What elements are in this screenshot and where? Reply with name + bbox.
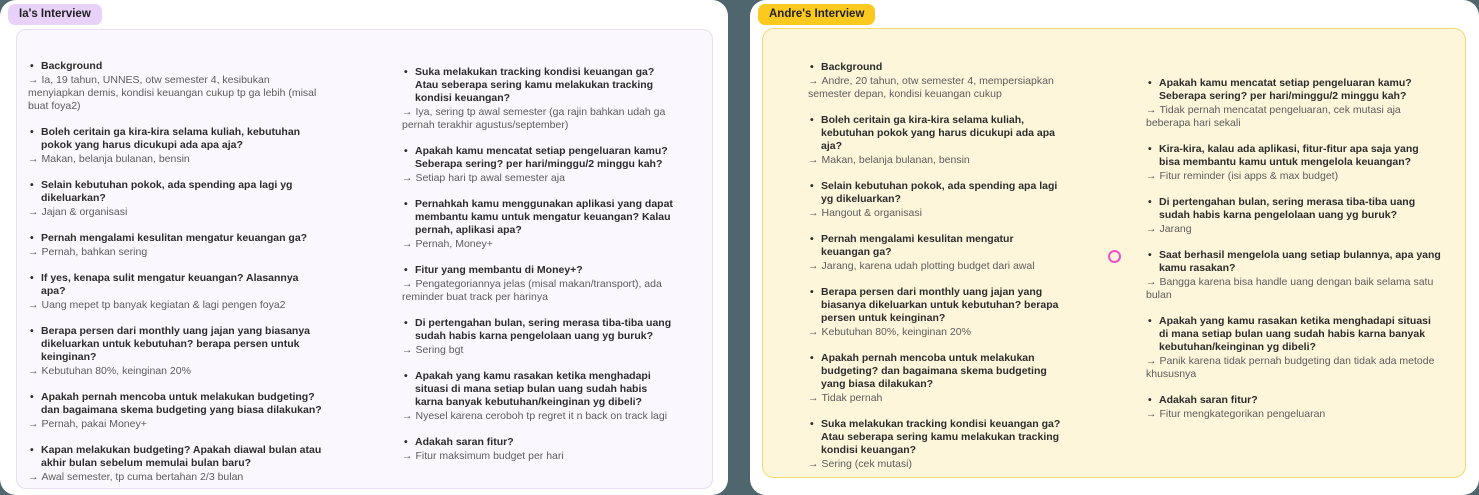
question-text: • Background (810, 61, 883, 73)
answer-text: → Jajan & organisasi (28, 206, 128, 218)
bullet-icon: • (810, 61, 814, 73)
arrow-icon: → (808, 207, 819, 219)
arrow-icon: → (1146, 104, 1157, 116)
question-text: • Kapan melakukan budgeting? Apakah diawal bulan atau akhir bulan sebelum memulai bulan baru? (30, 444, 322, 469)
answer-text: → Fitur mengkategorikan pengeluaran (1146, 408, 1326, 420)
qa-item (402, 66, 678, 132)
question-text: • Saat berhasil mengelola uang setiap bulannya, apa yang kamu rasakan? (1148, 249, 1441, 274)
qa-item (1146, 196, 1442, 236)
ia-interview-column-2 (402, 66, 678, 488)
arrow-icon: → (28, 153, 39, 165)
answer-text: → Bangga karena bisa handle uang dengan baik selama satu bulan (1146, 276, 1434, 301)
bullet-icon: • (810, 233, 814, 245)
answer-text: → Setiap hari tp awal semester aja (402, 172, 565, 184)
arrow-icon: → (28, 418, 39, 430)
qa-item (808, 114, 1063, 167)
qa-item (808, 233, 1063, 273)
qa-item (28, 444, 324, 484)
answer-text: → Panik karena tidak pernah budgeting dan tidak ada metode khususnya (1146, 355, 1435, 380)
qa-item (1146, 394, 1442, 421)
bullet-icon: • (810, 180, 814, 192)
question-text: • Adakah saran fitur? (404, 436, 514, 448)
arrow-icon: → (28, 74, 39, 86)
qa-item (402, 145, 678, 185)
ia-interview-section[interactable] (0, 0, 728, 495)
answer-text: → Kebutuhan 80%, keinginan 20% (808, 326, 971, 338)
question-text: • Suka melakukan tracking kondisi keuangan ga? Atau seberapa sering kamu melakukan tracking kondisi keuangan? (404, 66, 655, 104)
qa-item (28, 325, 324, 378)
qa-item (402, 198, 678, 251)
question-text: • Apakah pernah mencoba untuk melakukan budgeting? dan bagaimana skema budgeting yang biasa dilakukan? (30, 391, 322, 416)
arrow-icon: → (808, 260, 819, 272)
andre-interview-section-title: Andre's Interview (769, 8, 865, 20)
ia-interview-section-label[interactable] (8, 4, 102, 25)
arrow-icon: → (28, 471, 39, 483)
arrow-icon: → (28, 299, 39, 311)
andre-interview-section-label[interactable] (758, 4, 875, 25)
qa-item (1146, 315, 1442, 381)
bullet-icon: • (1148, 249, 1152, 261)
bullet-icon: • (404, 317, 408, 329)
question-text: • Adakah saran fitur? (1148, 394, 1258, 406)
qa-item (1146, 143, 1442, 183)
answer-text: → Makan, belanja bulanan, bensin (808, 154, 970, 166)
answer-text: → Pernah, bahkan sering (28, 246, 148, 258)
question-text: • Di pertengahan bulan, sering merasa tiba-tiba uang sudah habis karna pengelolaan uang yg buruk? (1148, 196, 1416, 221)
ia-interview-card[interactable] (16, 29, 713, 489)
qa-item (402, 264, 678, 304)
answer-text: → Awal semester, tp cuma bertahan 2/3 bulan (28, 471, 244, 483)
answer-text: → Jarang, karena udah plotting budget dari awal (808, 260, 1035, 272)
qa-item (28, 391, 324, 431)
bullet-icon: • (30, 444, 34, 456)
qa-item (1146, 77, 1442, 130)
question-text: • Di pertengahan bulan, sering merasa tiba-tiba uang sudah habis karna pengelolaan uang yg buruk? (404, 317, 672, 342)
bullet-icon: • (404, 66, 408, 78)
qa-item (808, 286, 1063, 339)
arrow-icon: → (28, 206, 39, 218)
question-text: • Apakah kamu mencatat setiap pengeluaran kamu? Seberapa sering? per hari/minggu/2 minggu kah? (404, 145, 668, 170)
bullet-icon: • (404, 436, 408, 448)
question-text: • Pernahkah kamu menggunakan aplikasi yang dapat membantu kamu untuk mengatur keuangan? Kalau pernah, aplikasi apa? (404, 198, 673, 236)
answer-text: → Iya, sering tp awal semester (ga rajin bahkan udah ga pernah terakhir agustus/september) (402, 106, 666, 131)
bullet-icon: • (404, 370, 408, 382)
question-text: • Suka melakukan tracking kondisi keuangan ga? Atau seberapa sering kamu melakukan tracking kondisi keuangan? (810, 418, 1061, 456)
question-text: • Apakah kamu mencatat setiap pengeluaran kamu? Seberapa sering? per hari/minggu/2 minggu kah? (1148, 77, 1412, 102)
answer-text: → Sering bgt (402, 344, 464, 356)
bullet-icon: • (810, 286, 814, 298)
bullet-icon: • (1148, 315, 1152, 327)
answer-text: → Fitur reminder (isi apps & max budget) (1146, 170, 1339, 182)
qa-item (402, 317, 678, 357)
arrow-icon: → (402, 172, 413, 184)
answer-text: → Makan, belanja bulanan, bensin (28, 153, 190, 165)
arrow-icon: → (402, 278, 413, 290)
bullet-icon: • (1148, 77, 1152, 89)
arrow-icon: → (402, 344, 413, 356)
qa-item (28, 232, 324, 259)
answer-text: → Andre, 20 tahun, otw semester 4, mempersiapkan semester depan, kondisi keuangan cukup (808, 75, 1054, 100)
question-text: • Background (30, 60, 103, 72)
qa-item (808, 352, 1063, 405)
qa-item (808, 418, 1063, 471)
qa-item (1146, 249, 1442, 302)
arrow-icon: → (1146, 355, 1157, 367)
answer-text: → Uang mepet tp banyak kegiatan & lagi pengen foya2 (28, 299, 286, 311)
arrow-icon: → (402, 450, 413, 462)
bullet-icon: • (810, 418, 814, 430)
answer-text: → Nyesel karena ceroboh tp regret it n back on track lagi (402, 410, 668, 422)
answer-text: → Pernah, pakai Money+ (28, 418, 147, 430)
bullet-icon: • (30, 179, 34, 191)
answer-text: → Hangout & organisasi (808, 207, 922, 219)
qa-item (808, 61, 1063, 101)
ia-interview-column-1 (28, 60, 324, 488)
bullet-icon: • (404, 198, 408, 210)
ia-interview-section-title: Ia's Interview (19, 8, 91, 20)
question-text: • Boleh ceritain ga kira-kira selama kuliah, kebutuhan pokok yang harus dicukupi ada apa aja? (810, 114, 1055, 152)
arrow-icon: → (808, 75, 819, 87)
arrow-icon: → (808, 326, 819, 338)
andre-interview-column-2 (1146, 77, 1446, 477)
bullet-icon: • (30, 391, 34, 403)
question-text: • If yes, kenapa sulit mengatur keuangan? Alasannya apa? (30, 272, 299, 297)
question-text: • Selain kebutuhan pokok, ada spending apa lagi yg dikeluarkan? (810, 180, 1058, 205)
question-text: • Fitur yang membantu di Money+? (404, 264, 583, 276)
bullet-icon: • (810, 114, 814, 126)
question-text: • Apakah yang kamu rasakan ketika menghadapi situasi di mana setiap bulan uang sudah habis karna banyak kebutuhan/keinginan yg dibeli? (404, 370, 651, 408)
question-text: • Boleh ceritain ga kira-kira selama kuliah, kebutuhan pokok yang harus dicukupi ada apa aja? (30, 126, 301, 151)
andre-interview-section[interactable] (750, 0, 1479, 495)
bullet-icon: • (1148, 394, 1152, 406)
question-text: • Apakah yang kamu rasakan ketika menghadapi situasi di mana setiap bulan uang sudah habis karna banyak kebutuhan/keinginan yg dibeli? (1148, 315, 1431, 353)
qa-item (28, 179, 324, 219)
answer-text: → Sering (cek mutasi) (808, 458, 912, 470)
answer-text: → Pengategoriannya jelas (misal makan/transport), ada reminder buat track per harinya (402, 278, 662, 303)
answer-text: → Ia, 19 tahun, UNNES, otw semester 4, kesibukan menyiapkan demis, kondisi keuangan cukup tp ga lebih (misal buat foya2) (28, 74, 317, 112)
arrow-icon: → (28, 365, 39, 377)
bullet-icon: • (810, 352, 814, 364)
qa-item (28, 60, 324, 113)
arrow-icon: → (808, 458, 819, 470)
collaborator-cursor-ring-icon (1108, 250, 1121, 263)
answer-text: → Tidak pernah mencatat pengeluaran, cek mutasi aja beberapa hari sekali (1146, 104, 1401, 129)
andre-interview-column-1 (808, 61, 1063, 477)
qa-item (808, 180, 1063, 220)
arrow-icon: → (808, 154, 819, 166)
answer-text: → Tidak pernah (808, 392, 883, 404)
qa-item (402, 370, 678, 423)
bullet-icon: • (30, 325, 34, 337)
bullet-icon: • (30, 60, 34, 72)
bullet-icon: • (404, 264, 408, 276)
bullet-icon: • (30, 232, 34, 244)
question-text: • Berapa persen dari monthly uang jajan yang biasanya dikeluarkan untuk kebutuhan? berapa persen untuk keinginan? (810, 286, 1059, 324)
bullet-icon: • (1148, 143, 1152, 155)
qa-item (28, 272, 324, 312)
arrow-icon: → (1146, 276, 1157, 288)
bullet-icon: • (30, 272, 34, 284)
question-text: • Kira-kira, kalau ada aplikasi, fitur-fitur apa saja yang bisa membantu kamu untuk mengelola keuangan? (1148, 143, 1419, 168)
arrow-icon: → (1146, 408, 1157, 420)
qa-item (402, 436, 678, 463)
arrow-icon: → (28, 246, 39, 258)
question-text: • Apakah pernah mencoba untuk melakukan budgeting? dan bagaimana skema budgeting yang biasa dilakukan? (810, 352, 1047, 390)
answer-text: → Kebutuhan 80%, keinginan 20% (28, 365, 191, 377)
bullet-icon: • (30, 126, 34, 138)
arrow-icon: → (402, 238, 413, 250)
arrow-icon: → (1146, 223, 1157, 235)
answer-text: → Pernah, Money+ (402, 238, 493, 250)
arrow-icon: → (808, 392, 819, 404)
arrow-icon: → (402, 410, 413, 422)
question-text: • Selain kebutuhan pokok, ada spending apa lagi yg dikeluarkan? (30, 179, 293, 204)
question-text: • Pernah mengalami kesulitan mengatur keuangan ga? (810, 233, 1014, 258)
bullet-icon: • (404, 145, 408, 157)
question-text: • Pernah mengalami kesulitan mengatur keuangan ga? (30, 232, 308, 244)
question-text: • Berapa persen dari monthly uang jajan yang biasanya dikeluarkan untuk kebutuhan? berapa persen untuk keinginan? (30, 325, 311, 363)
qa-item (28, 126, 324, 166)
arrow-icon: → (1146, 170, 1157, 182)
answer-text: → Fitur maksimum budget per hari (402, 450, 564, 462)
arrow-icon: → (402, 106, 413, 118)
bullet-icon: • (1148, 196, 1152, 208)
answer-text: → Jarang (1146, 223, 1192, 235)
